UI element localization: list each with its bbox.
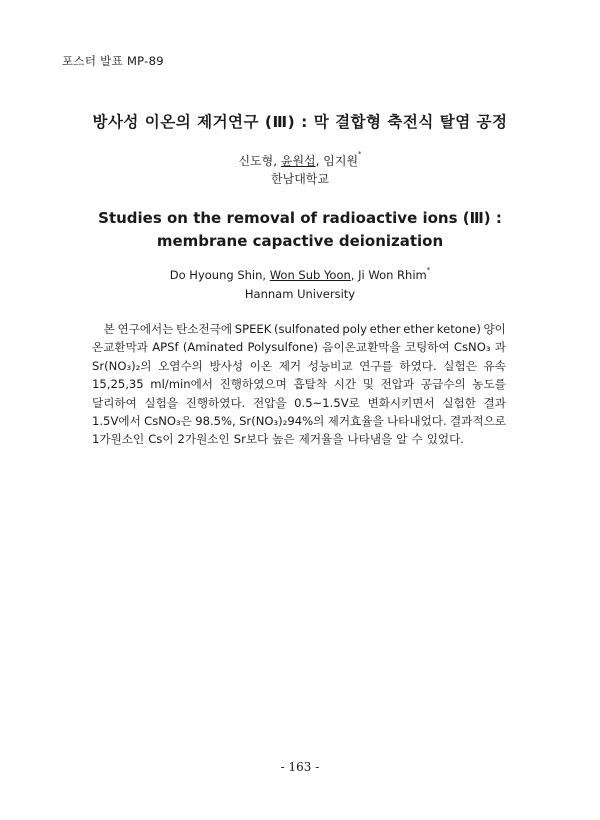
english-affiliation: Hannam University: [244, 287, 356, 301]
abstract-line: 달리하여 실험을 진행하였다. 전압을 0.5~1.5V로 변화시키면서 실험한 결과: [92, 395, 506, 410]
english-authors: [0, 268, 600, 282]
english-author-1: Do Hyoung Shin,: [169, 268, 270, 282]
corresponding-author-mark-en: *: [426, 266, 431, 274]
korean-authors: [0, 152, 600, 169]
english-title-line-2: membrane capactive deionization: [156, 232, 444, 250]
abstract-line: 본 연구에서는 탄소전극에 SPEEK (sulfonated poly ether ether ketone) 양이: [92, 322, 506, 336]
korean-author-3: , 임지원: [315, 154, 359, 168]
abstract-line: Sr(NO₃)₂의 오염수의 방사성 이온 제거 성능비교 연구를 하였다. 실험은 유속: [92, 358, 506, 373]
english-title: [0, 207, 600, 253]
session-code: 포스터 발표 MP-89: [62, 54, 164, 68]
korean-author-presenter: 윤원섭: [280, 154, 316, 168]
english-author-3: , Ji Won Rhim: [350, 268, 427, 282]
corresponding-author-mark: *: [358, 150, 362, 158]
english-title-line-1: Studies on the removal of radioactive ions (Ⅲ) :: [98, 209, 502, 227]
page-number: - 163 -: [280, 760, 320, 774]
korean-title: 방사성 이온의 제거연구 (Ⅲ) : 막 결합형 축전식 탈염 공정: [92, 113, 508, 131]
abstract-body: [92, 320, 506, 449]
abstract-line: 온교환막과 APSf (Aminated Polysulfone) 음이온교환막을 코팅하여 CsNO₃ 과: [92, 340, 506, 355]
abstract-line: 1가원소인 Cs이 2가원소인 Sr보다 높은 제거율을 나타냄을 알 수 있었다.: [92, 432, 464, 447]
korean-affiliation: 한남대학교: [271, 172, 329, 186]
abstract-line: 1.5V에서 CsNO₃은 98.5%, Sr(NO₃)₂94%의 제거효율을 나타내었다. 결과적으로: [92, 414, 506, 429]
abstract-line: 15,25,35 ml/min에서 진행하였으며 흡탈착 시간 및 전압과 공급수의 농도를: [92, 377, 506, 392]
english-author-presenter: Won Sub Yoon: [269, 268, 351, 282]
korean-author-1: 신도형,: [238, 154, 281, 168]
